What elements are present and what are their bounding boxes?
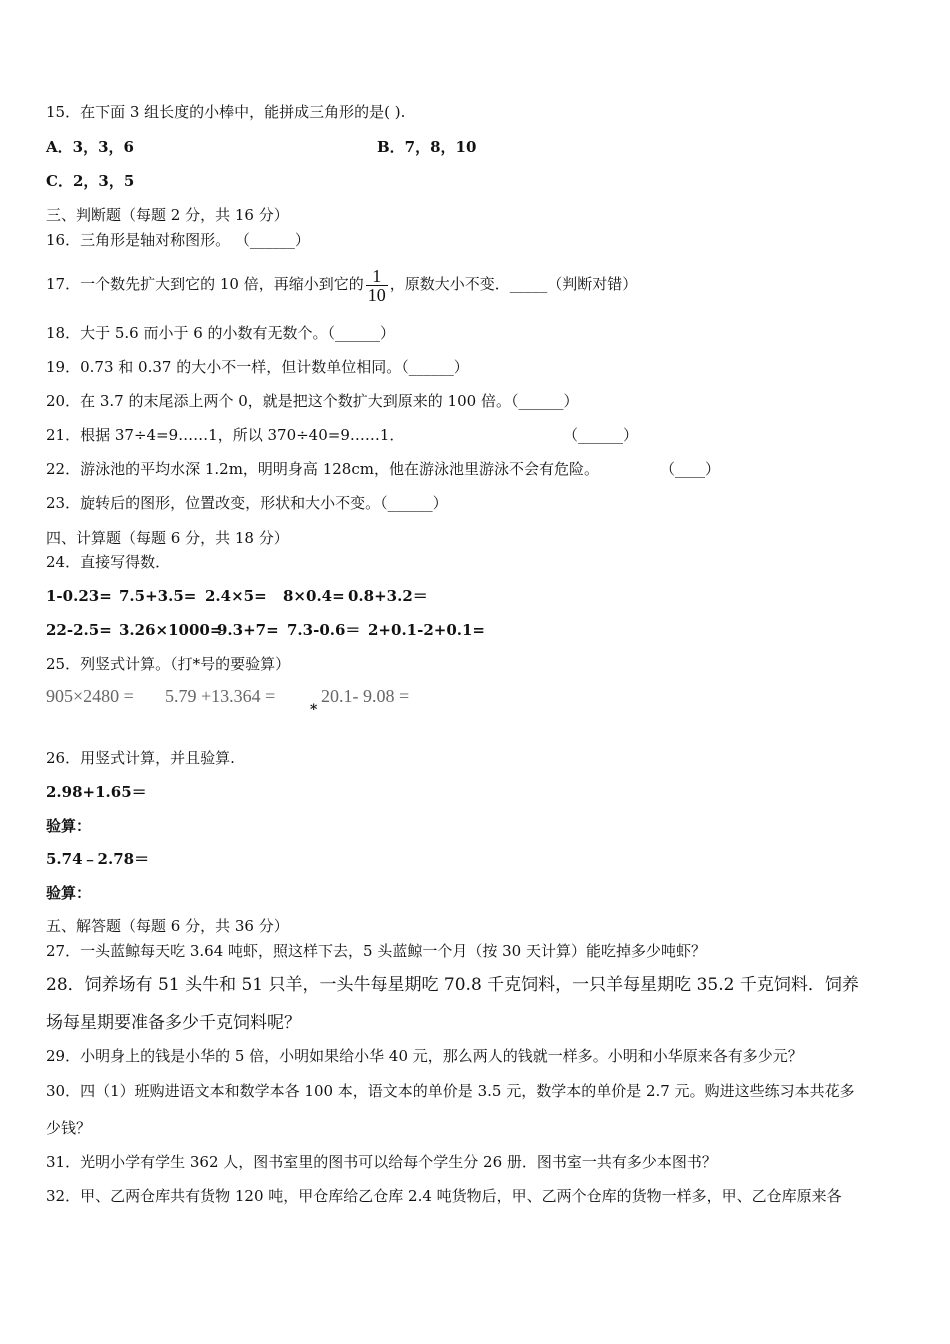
question-29: 29．小明身上的钱是小华的 5 倍，小明如果给小华 40 元，那么两人的钱就一样多。小明和小华原来各有多少元？ bbox=[46, 1047, 803, 1065]
question-22: 22．游泳池的平均水深 1.2m，明明身高 128cm，他在游泳池里游泳不会有危险。 bbox=[46, 460, 599, 478]
question-30-line-1: 30．四（1）班购进语文本和数学本各 100 本，语文本的单价是 3.5 元，数学本的单价是 2.7 元。购进这些练习本共花多 bbox=[46, 1082, 855, 1100]
question-26-stem: 26．用竖式计算，并且验算. bbox=[46, 749, 235, 767]
section-5-heading: 五、解答题（每题 6 分，共 36 分） bbox=[46, 917, 289, 935]
question-26-expression-1: 2.98+1.65＝ bbox=[46, 783, 147, 801]
question-27: 27．一头蓝鲸每天吃 3.64 吨虾，照这样下去，5 头蓝鲸一个月（按 30 天计算）能吃掉多少吨虾？ bbox=[46, 942, 706, 960]
question-15-option-b: B．7，8，10 bbox=[377, 138, 477, 156]
question-21: 21．根据 37÷4=9……1，所以 370÷40=9……1． bbox=[46, 426, 405, 444]
vertical-calc-expression-3: 20.1- 9.08 = bbox=[321, 686, 410, 706]
verify-star-mark: * bbox=[310, 702, 318, 718]
section-3-heading: 三、判断题（每题 2 分，共 16 分） bbox=[46, 206, 289, 224]
calc-item: 7.3-0.6＝ bbox=[287, 621, 361, 639]
fraction-numerator: 1 bbox=[366, 267, 388, 286]
question-20: 20．在 3.7 的末尾添上两个 0，就是把这个数扩大到原来的 100 倍。（______） bbox=[46, 392, 579, 410]
vertical-calc-expression-2: 5.79 +13.364 = bbox=[165, 686, 276, 706]
question-15-stem: 15．在下面 3 组长度的小棒中，能拼成三角形的是( ). bbox=[46, 103, 406, 121]
question-18: 18．大于 5.6 而小于 6 的小数有无数个。（______） bbox=[46, 324, 396, 342]
question-32: 32．甲、乙两仓库共有货物 120 吨，甲仓库给乙仓库 2.4 吨货物后，甲、乙两个仓库的货物一样多，甲、乙仓库原来各 bbox=[46, 1187, 842, 1205]
question-31: 31．光明小学有学生 362 人，图书室里的图书可以给每个学生分 26 册．图书室一共有多少本图书？ bbox=[46, 1153, 717, 1171]
calc-item: 2+0.1-2+0.1= bbox=[368, 621, 485, 639]
question-17 bbox=[46, 264, 637, 304]
calc-item: 0.8+3.2＝ bbox=[348, 587, 428, 605]
question-17-text-before: 17．一个数先扩大到它的 10 倍，再缩小到它的 bbox=[46, 275, 364, 293]
question-15-option-a: A．3，3，6 bbox=[46, 138, 134, 156]
vertical-calc-expression-1: 905×2480 = bbox=[46, 686, 134, 706]
question-23: 23．旋转后的图形，位置改变，形状和大小不变。（______） bbox=[46, 494, 448, 512]
calc-item: 7.5+3.5= bbox=[119, 587, 197, 605]
question-28-line-1: 28．饲养场有 51 头牛和 51 只羊，一头牛每星期吃 70.8 千克饲料，一只羊每星期吃 35.2 千克饲料．饲养 bbox=[46, 975, 859, 995]
calc-item: 2.4×5= bbox=[205, 587, 267, 605]
calc-item: 1-0.23= bbox=[46, 587, 112, 605]
question-16: 16．三角形是轴对称图形。 （______） bbox=[46, 231, 310, 249]
calc-item: 3.26×1000= bbox=[119, 621, 223, 639]
fraction-denominator: 10 bbox=[367, 284, 386, 305]
question-26-check-1: 验算： bbox=[46, 817, 92, 835]
question-24-stem: 24．直接写得数． bbox=[46, 553, 171, 571]
fraction-one-tenth bbox=[366, 267, 388, 304]
question-22-blank: （____） bbox=[660, 460, 721, 478]
calc-item: 8×0.4= bbox=[283, 587, 345, 605]
question-21-blank: （______） bbox=[563, 426, 639, 444]
question-30-line-2: 少钱？ bbox=[46, 1119, 92, 1137]
question-26-check-2: 验算： bbox=[46, 884, 92, 902]
question-17-text-after: ，原数大小不变．_____（判断对错） bbox=[389, 275, 638, 293]
question-28-line-2: 场每星期要准备多少千克饲料呢？ bbox=[46, 1013, 301, 1033]
section-4-heading: 四、计算题（每题 6 分，共 18 分） bbox=[46, 529, 289, 547]
question-26-expression-2: 5.74﹣2.78＝ bbox=[46, 850, 150, 868]
calc-item: 9.3+7= bbox=[217, 621, 279, 639]
calc-item: 22-2.5= bbox=[46, 621, 112, 639]
question-25-stem: 25．列竖式计算。（打*号的要验算） bbox=[46, 655, 291, 673]
question-15-option-c: C．2，3，5 bbox=[46, 172, 135, 190]
question-19: 19．0.73 和 0.37 的大小不一样，但计数单位相同。（______） bbox=[46, 358, 469, 376]
